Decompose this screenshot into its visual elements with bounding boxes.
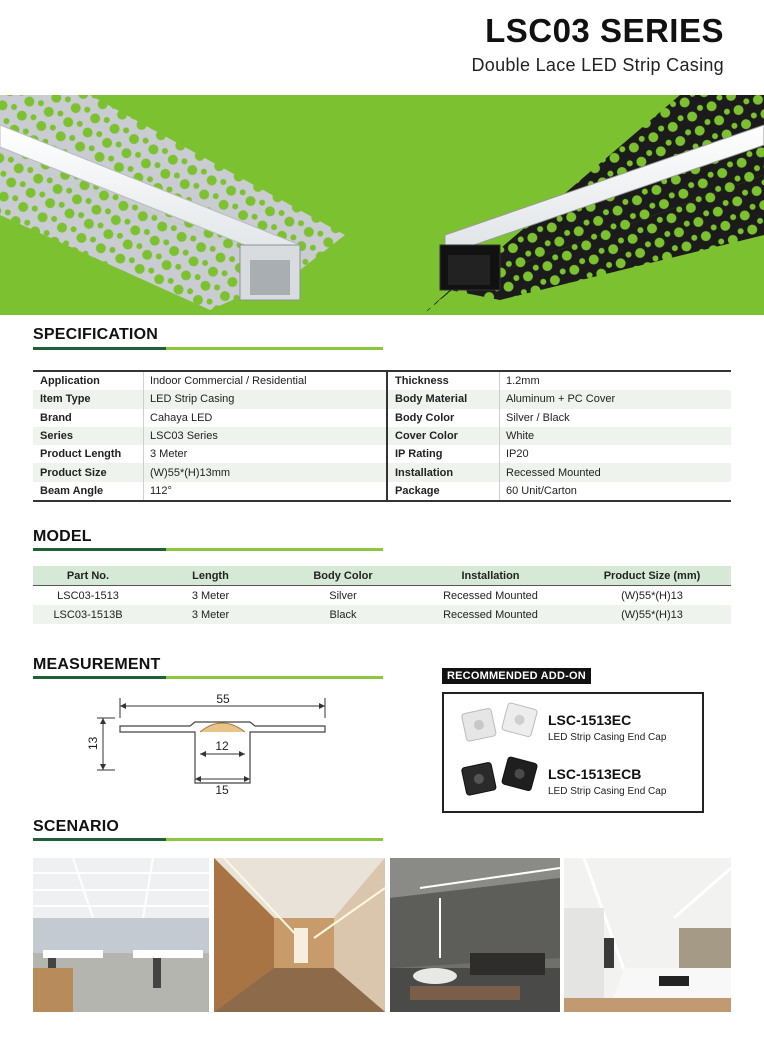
column-header: Installation — [461, 569, 520, 582]
spec-row — [33, 445, 731, 463]
section-title-measurement: MEASUREMENT — [33, 656, 161, 673]
addon-box — [442, 692, 704, 813]
dimension-height-label: 13 — [86, 736, 100, 750]
scenario-office-image — [33, 858, 209, 1012]
spec-value: 3 Meter — [143, 445, 386, 463]
model-table-header — [33, 566, 731, 586]
spec-key: Beam Angle — [40, 484, 104, 497]
page-title: LSC03 SERIES — [485, 12, 724, 49]
table-cell: LSC03-1513 — [57, 589, 119, 602]
section-title-scenario: SCENARIO — [33, 818, 120, 835]
spec-row — [33, 372, 731, 390]
table-cell: Black — [329, 608, 357, 621]
spec-key: Package — [386, 482, 499, 500]
spec-row — [33, 482, 731, 500]
spec-key: Item Type — [40, 393, 91, 406]
section-divider — [33, 548, 383, 551]
spec-value: Aluminum + PC Cover — [499, 390, 731, 408]
section-divider — [33, 347, 383, 350]
spec-value: LSC03 Series — [143, 427, 386, 445]
spec-row — [33, 427, 731, 445]
spec-value: LED Strip Casing — [143, 390, 386, 408]
scenario-corridor-image — [214, 858, 385, 1012]
section-title-specification: SPECIFICATION — [33, 326, 158, 343]
addon-item — [444, 700, 702, 752]
addon-description: LED Strip Casing End Cap — [548, 732, 667, 743]
spec-value: 1.2mm — [499, 372, 731, 390]
spec-value: Indoor Commercial / Residential — [143, 372, 386, 390]
hero-banner — [0, 95, 764, 315]
column-header: Length — [192, 569, 229, 582]
diffuser-cover — [200, 723, 245, 732]
scenario-gallery — [33, 858, 731, 1012]
dimension-bottom-label: 15 — [215, 783, 229, 797]
spec-key: Installation — [386, 463, 499, 481]
end-cap-white-image — [458, 700, 548, 748]
table-cell: LSC03-1513B — [53, 608, 123, 621]
spec-key: Body Color — [386, 409, 499, 427]
product-photo-illustration — [0, 95, 764, 315]
scenario-living-room-image — [390, 858, 560, 1012]
spec-key: IP Rating — [386, 445, 499, 463]
table-cell: Recessed Mounted — [443, 589, 538, 602]
addon-code: LSC-1513ECB — [548, 766, 642, 782]
section-divider — [33, 838, 383, 841]
addon-description: LED Strip Casing End Cap — [548, 786, 667, 797]
dimension-width-label: 55 — [216, 692, 230, 706]
table-row — [33, 605, 731, 624]
section-divider — [33, 676, 383, 679]
addon-item — [444, 754, 702, 806]
measurement-diagram — [85, 688, 335, 798]
spec-value: 60 Unit/Carton — [499, 482, 731, 500]
spec-key: Product Size — [40, 466, 107, 479]
spec-row — [33, 390, 731, 408]
spec-key: Thickness — [386, 372, 499, 390]
dimension-inner-label: 12 — [215, 739, 229, 753]
addon-label: RECOMMENDED ADD-ON — [442, 668, 591, 684]
column-header: Product Size (mm) — [603, 569, 701, 582]
spec-key: Application — [40, 375, 100, 388]
column-header: Body Color — [313, 569, 373, 582]
spec-value: Silver / Black — [499, 409, 731, 427]
specification-table — [33, 370, 731, 502]
spec-row — [33, 409, 731, 427]
table-cell: 3 Meter — [191, 589, 230, 602]
spec-key: Cover Color — [386, 427, 499, 445]
black-casing-image — [405, 95, 764, 315]
table-cell: Silver — [329, 589, 357, 602]
model-table — [33, 566, 731, 624]
table-cell: 3 Meter — [191, 608, 230, 621]
spec-value: Recessed Mounted — [499, 463, 731, 481]
spec-key: Body Material — [386, 390, 499, 408]
silver-casing-image — [0, 95, 345, 310]
spec-row — [33, 463, 731, 481]
spec-key: Series — [40, 430, 74, 443]
page-subtitle: Double Lace LED Strip Casing — [471, 55, 724, 75]
spec-value: (W)55*(H)13mm — [143, 463, 386, 481]
table-row — [33, 586, 731, 605]
spec-value: IP20 — [499, 445, 731, 463]
table-cell: (W)55*(H)13 — [621, 589, 683, 602]
table-cell: Recessed Mounted — [443, 608, 538, 621]
spec-value: 112° — [143, 482, 386, 500]
table-cell: (W)55*(H)13 — [621, 608, 683, 621]
spec-key: Brand — [40, 411, 72, 424]
column-header: Part No. — [66, 569, 110, 582]
spec-value: White — [499, 427, 731, 445]
spec-key: Product Length — [40, 448, 122, 461]
scenario-kitchen-image — [564, 858, 731, 1012]
spec-value: Cahaya LED — [143, 409, 386, 427]
addon-code: LSC-1513EC — [548, 712, 632, 728]
end-cap-black-image — [458, 754, 548, 802]
section-title-model: MODEL — [33, 528, 92, 545]
